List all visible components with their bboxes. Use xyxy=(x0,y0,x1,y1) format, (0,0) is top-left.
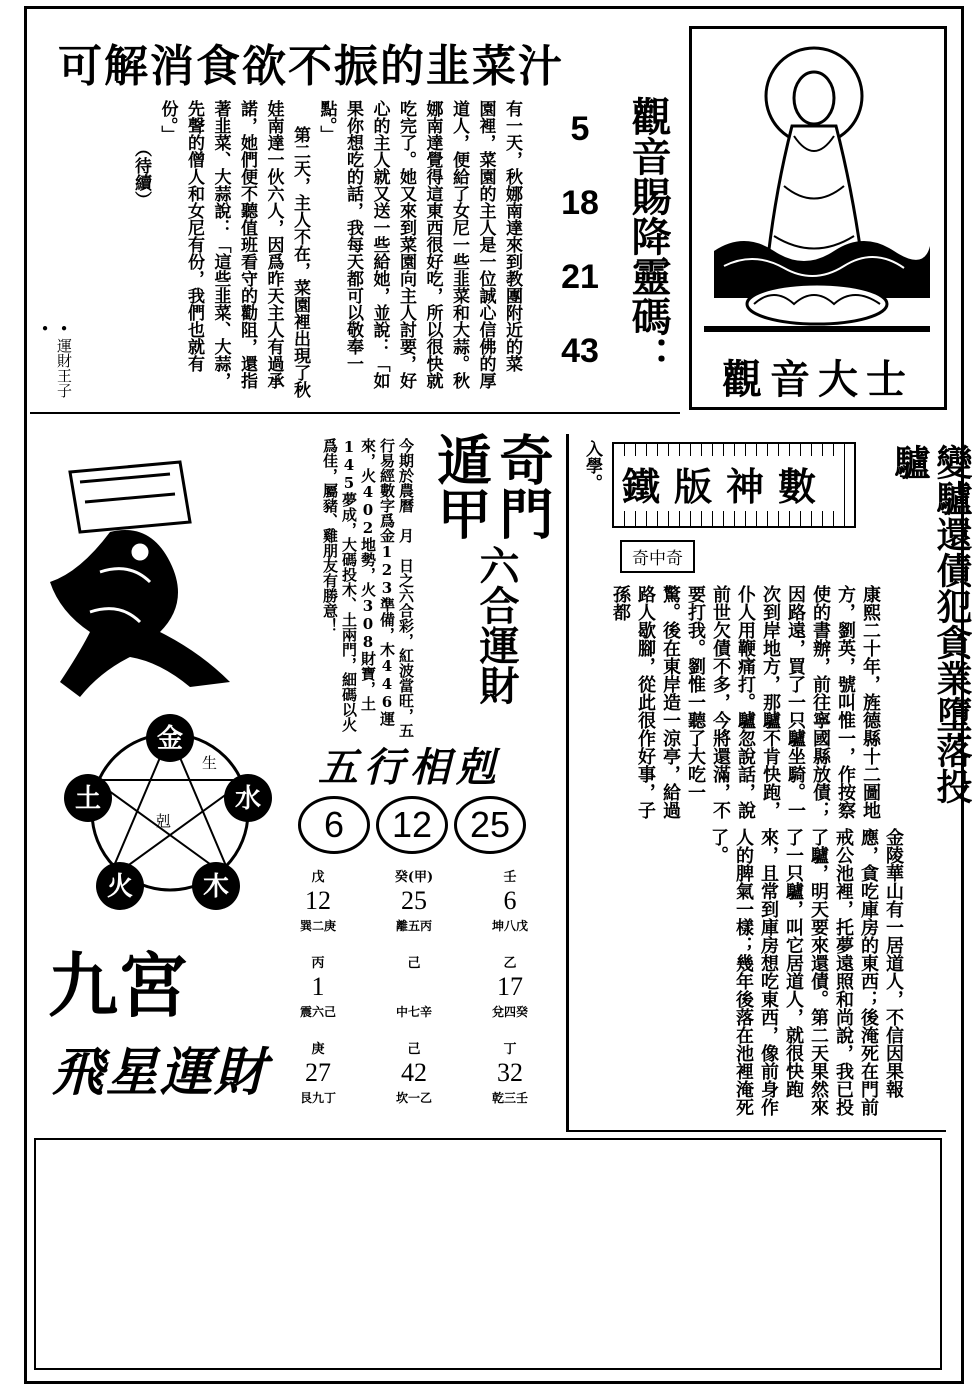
right-story-text-2: 金陵華山有一居道人，不信因果報應，貪吃庫房的東西；後淹死在門前戒公池裡，托夢遠照和尚說，我已投了驢，明天要來還債。第二天果然來了一只驢，叫它居道人，就很快跑來，且常到庫房想吃東西，像前身作人的脾氣一樣；幾年後落在池裡淹死了。 xyxy=(708,828,904,1116)
wuxing-number: 12 xyxy=(376,796,448,854)
qimen-title-bottom: 遁甲 xyxy=(429,432,492,540)
guanyin-title: 觀音賜降靈碼： xyxy=(625,96,671,376)
palace-stem: 乙 xyxy=(503,956,517,971)
right-story-title: 變驢還債犯貪業墮落投驢 xyxy=(889,444,972,804)
palace-gua: 離五丙 xyxy=(395,919,432,933)
guanyin-illustration xyxy=(704,36,930,342)
palace-gua: 坤八戊 xyxy=(491,919,528,933)
story-column: 道人，便給了女尼一些韭菜和大蒜。秋 xyxy=(449,100,469,389)
element-metal: 金 xyxy=(156,724,184,754)
story-column: 園裡，菜園的主人是一位誠心信佛的厚 xyxy=(475,100,496,389)
palace-stem: 癸(甲) xyxy=(394,870,434,885)
label-overcome: 剋 xyxy=(156,812,172,830)
palace-number: 25 xyxy=(401,886,427,915)
palace-number: 32 xyxy=(497,1058,523,1087)
blank-box xyxy=(34,1138,942,1370)
feixing-title: 飛星運財 xyxy=(52,1042,269,1103)
palace-gua: 乾三壬 xyxy=(491,1091,528,1105)
palace-cell xyxy=(366,866,462,934)
right-story-text-1: 康熙二十年，旌德縣十二圖地方，劉英，號叫惟一，作按察使的書辦，前往寧國縣放債；因路遠，買了一只驢坐騎。一次到岸地方，那驢不肯快跑，仆人用鞭痛打。驢忽說話，說前世欠債不多，今將還滿，不要打我。劉惟一聽了大吃一驚。後在東岸造一涼亭，給過路人歇腳，從此很作好事，子孫都 xyxy=(610,585,881,819)
palace-number: 27 xyxy=(305,1058,331,1087)
palace-gua: 震六己 xyxy=(299,1005,336,1019)
guanyin-label: 觀音大士 xyxy=(722,357,914,403)
guanyin-numbers xyxy=(560,110,600,406)
story-column: 先聲的僧人和女尼有份，我們也就有 xyxy=(184,100,204,372)
story-column: 諾，她們便不聽值班看守的勸阻，還指 xyxy=(237,100,257,389)
palace-stem: 壬 xyxy=(503,870,517,885)
story-column: 果你想吃的話，我每天都可以敬奉一 xyxy=(343,100,363,372)
palace-stem: 庚 xyxy=(311,1042,325,1057)
guanyin-number: 5 xyxy=(570,110,590,148)
headline: 可解消食欲不振的韭菜汁 xyxy=(58,41,564,92)
qimen-text: 今期於農曆 月 日之六合彩，紅波當旺，五行易經數字爲金123準備，木446運來，火402地勢，火308財寶，土145夢成，大碼投木、土兩門，細碼以火爲佳，屬豬、雞朋友有勝意！ xyxy=(321,438,415,738)
palace-cell xyxy=(462,1038,558,1106)
wuxing-numbers xyxy=(298,796,526,854)
palace-cell xyxy=(366,1038,462,1106)
story-column: 點。」 xyxy=(316,100,337,143)
continued-note: （待續） xyxy=(131,140,151,208)
palace-stem: 己 xyxy=(407,1042,421,1057)
palace-cell xyxy=(462,952,558,1020)
palace-stem: 丁 xyxy=(503,1042,517,1057)
story-text xyxy=(70,100,525,400)
nine-palace-grid xyxy=(270,866,560,1126)
palace-cell xyxy=(366,952,462,1020)
palace-number: 6 xyxy=(503,886,517,915)
palace-cell xyxy=(270,866,366,934)
story-column: 著韭菜、大蒜說：「這些韭菜、大蒜， xyxy=(210,100,231,389)
byline: •運財王子• xyxy=(36,320,73,398)
guanyin-number: 18 xyxy=(561,184,599,222)
guanyin-number: 43 xyxy=(561,332,599,370)
qimen-title xyxy=(429,432,554,540)
tieban-title: 鐵版神數 xyxy=(618,456,834,511)
continued-text: 入學。 xyxy=(582,440,602,491)
palace-number xyxy=(366,971,462,1003)
palace-gua: 艮九丁 xyxy=(299,1091,336,1105)
element-fire: 火 xyxy=(106,872,134,902)
palace-gua: 坎一乙 xyxy=(395,1091,432,1105)
palace-cell xyxy=(270,1038,366,1106)
story-column: 有一天，秋娜南達來到教團附近的菜 xyxy=(502,100,522,372)
element-wood: 木 xyxy=(202,872,230,902)
story-column: 份。」 xyxy=(157,100,178,143)
wuxing-title: 五行相剋 xyxy=(318,745,502,791)
element-earth: 土 xyxy=(74,784,102,814)
palace-number: 1 xyxy=(311,972,325,1001)
palace-number: 17 xyxy=(497,972,523,1001)
divider xyxy=(30,412,680,414)
palace-cell xyxy=(270,952,366,1020)
story-column: 吃完了。她又來到菜園向主人討要，好 xyxy=(396,100,416,389)
jiugong-title: 九宮 xyxy=(48,945,188,1027)
label-generate: 生 xyxy=(202,754,218,772)
wuxing-diagram xyxy=(52,700,282,920)
wuxing-number: 25 xyxy=(454,796,526,854)
story-column: 心的主人就又送一些給她，並說：「如 xyxy=(369,100,390,389)
palace-number: 42 xyxy=(401,1058,427,1087)
palace-gua: 兌四癸 xyxy=(491,1005,528,1019)
palace-stem: 戊 xyxy=(311,870,325,885)
qimen-subtitle: 六合運財 xyxy=(473,545,519,705)
tieban-tag: 奇中奇 xyxy=(620,540,695,573)
palace-number: 12 xyxy=(305,886,331,915)
palace-cell xyxy=(462,866,558,934)
palace-gua: 中七辛 xyxy=(395,1005,432,1019)
story-column: 娃南達一伙六人，因爲昨天主人有過承 xyxy=(263,100,284,389)
warrior-illustration xyxy=(40,462,245,702)
palace-stem: 丙 xyxy=(311,956,325,971)
wuxing-number: 6 xyxy=(298,796,370,854)
element-water: 水 xyxy=(234,784,262,814)
story-column: 第二天，主人不在，菜園裡出現了秋 xyxy=(290,126,310,398)
palace-gua: 巽二庚 xyxy=(299,919,336,933)
palace-stem: 己 xyxy=(407,956,421,971)
story-column: 娜南達覺得這東西很好吃，所以很快就 xyxy=(422,100,443,389)
qimen-title-top: 奇門 xyxy=(491,432,554,540)
guanyin-number: 21 xyxy=(561,258,599,296)
